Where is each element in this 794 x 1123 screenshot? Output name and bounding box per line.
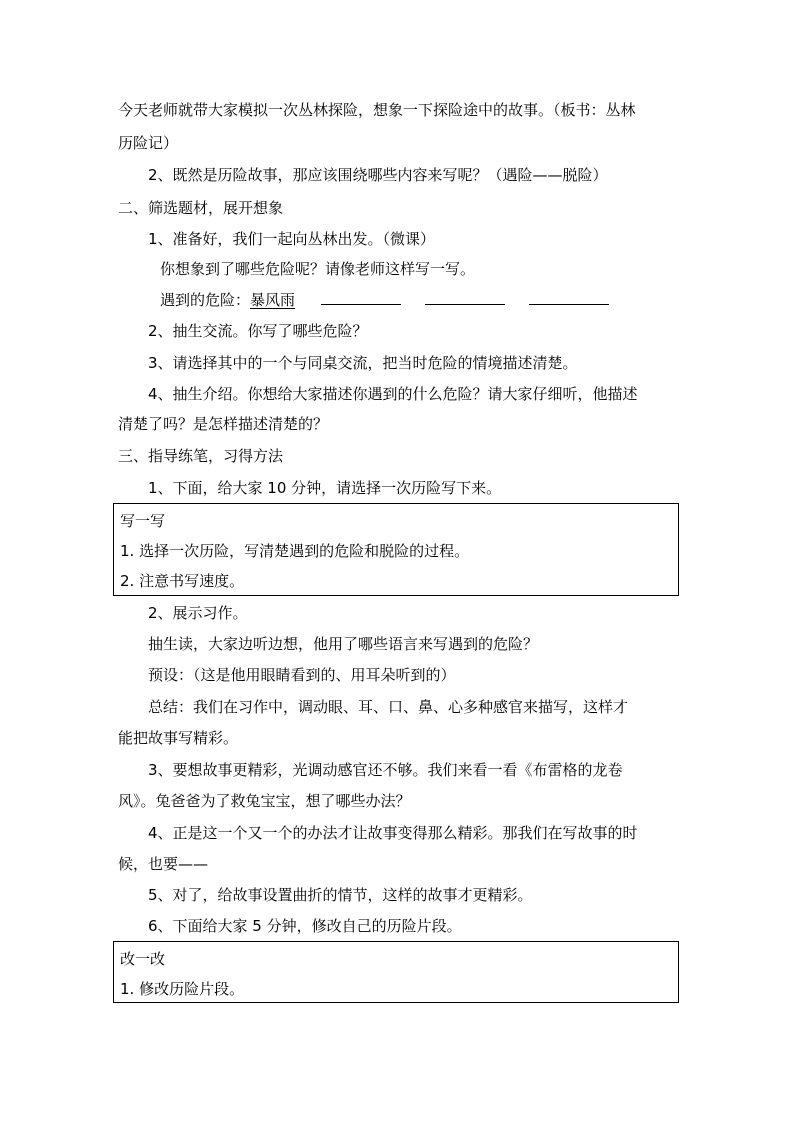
paragraph-line: 风》。兔爸爸为了救兔宝宝，想了哪些办法？	[118, 792, 411, 810]
paragraph-line: 候，也要——	[118, 855, 209, 873]
list-item: 6、下面给大家 5 分钟，修改自己的历险片段。	[148, 917, 462, 935]
section-heading: 二、筛选题材，展开想象	[118, 199, 284, 217]
danger-label: 遇到的危险：	[160, 291, 251, 309]
paragraph-line: 能把故事写精彩。	[118, 729, 239, 747]
blank-line	[425, 290, 505, 305]
list-item: 5、对了，给故事设置曲折的情节，这样的故事才更精彩。	[148, 886, 533, 904]
paragraph-line: 抽生读，大家边听边想，他用了哪些语言来写遇到的危险？	[148, 635, 539, 653]
box-item: 2. 注意书写速度。	[120, 572, 245, 590]
list-item: 1、下面，给大家 10 分钟，请选择一次历险写下来。	[148, 479, 502, 497]
blank-line	[529, 290, 609, 305]
box-item: 1. 选择一次历险，写清楚遇到的危险和脱险的过程。	[120, 542, 470, 560]
danger-fill-in-line	[160, 290, 609, 310]
write-task-box	[113, 503, 679, 596]
paragraph-line: 总结：我们在习作中，调动眼、耳、口、鼻、心多种感官来描写，这样才	[148, 698, 629, 716]
list-item: 3、请选择其中的一个与同桌交流，把当时危险的情境描述清楚。	[148, 354, 578, 372]
list-item: 2、抽生交流。你写了哪些危险？	[148, 322, 368, 340]
paragraph-line: 你想象到了哪些危险呢？请像老师这样写一写。	[160, 260, 476, 278]
box-title: 写一写	[120, 512, 166, 530]
list-item: 2、展示习作。	[148, 604, 248, 622]
paragraph-line: 清楚了吗？是怎样描述清楚的？	[118, 415, 329, 433]
list-item: 4、正是这一个又一个的办法才让故事变得那么精彩。那我们在写故事的时	[148, 824, 638, 842]
list-item: 1、准备好，我们一起向丛林出发。（微课）	[148, 230, 436, 248]
paragraph-line: 预设：（这是他用眼睛看到的、用耳朵听到的）	[148, 666, 456, 684]
box-title: 改一改	[120, 950, 166, 968]
revise-task-box	[113, 941, 679, 1003]
list-item: 4、抽生介绍。你想给大家描述你遇到的什么危险？请大家仔细听，他描述	[148, 385, 638, 403]
danger-example: 暴风雨	[250, 291, 296, 309]
box-item: 1. 修改历险片段。	[120, 980, 245, 998]
list-item: 2、既然是历险故事，那应该围绕哪些内容来写呢？（遇险——脱险）	[148, 166, 608, 184]
list-item: 3、要想故事更精彩，光调动感官还不够。我们来看一看《布雷格的龙卷	[148, 761, 623, 779]
paragraph-line: 历险记）	[118, 134, 179, 152]
blank-line	[321, 290, 401, 305]
section-heading: 三、指导练笔，习得方法	[118, 447, 284, 465]
paragraph-line: 今天老师就带大家模拟一次丛林探险，想象一下探险途中的故事。（板书：丛林	[118, 101, 636, 119]
